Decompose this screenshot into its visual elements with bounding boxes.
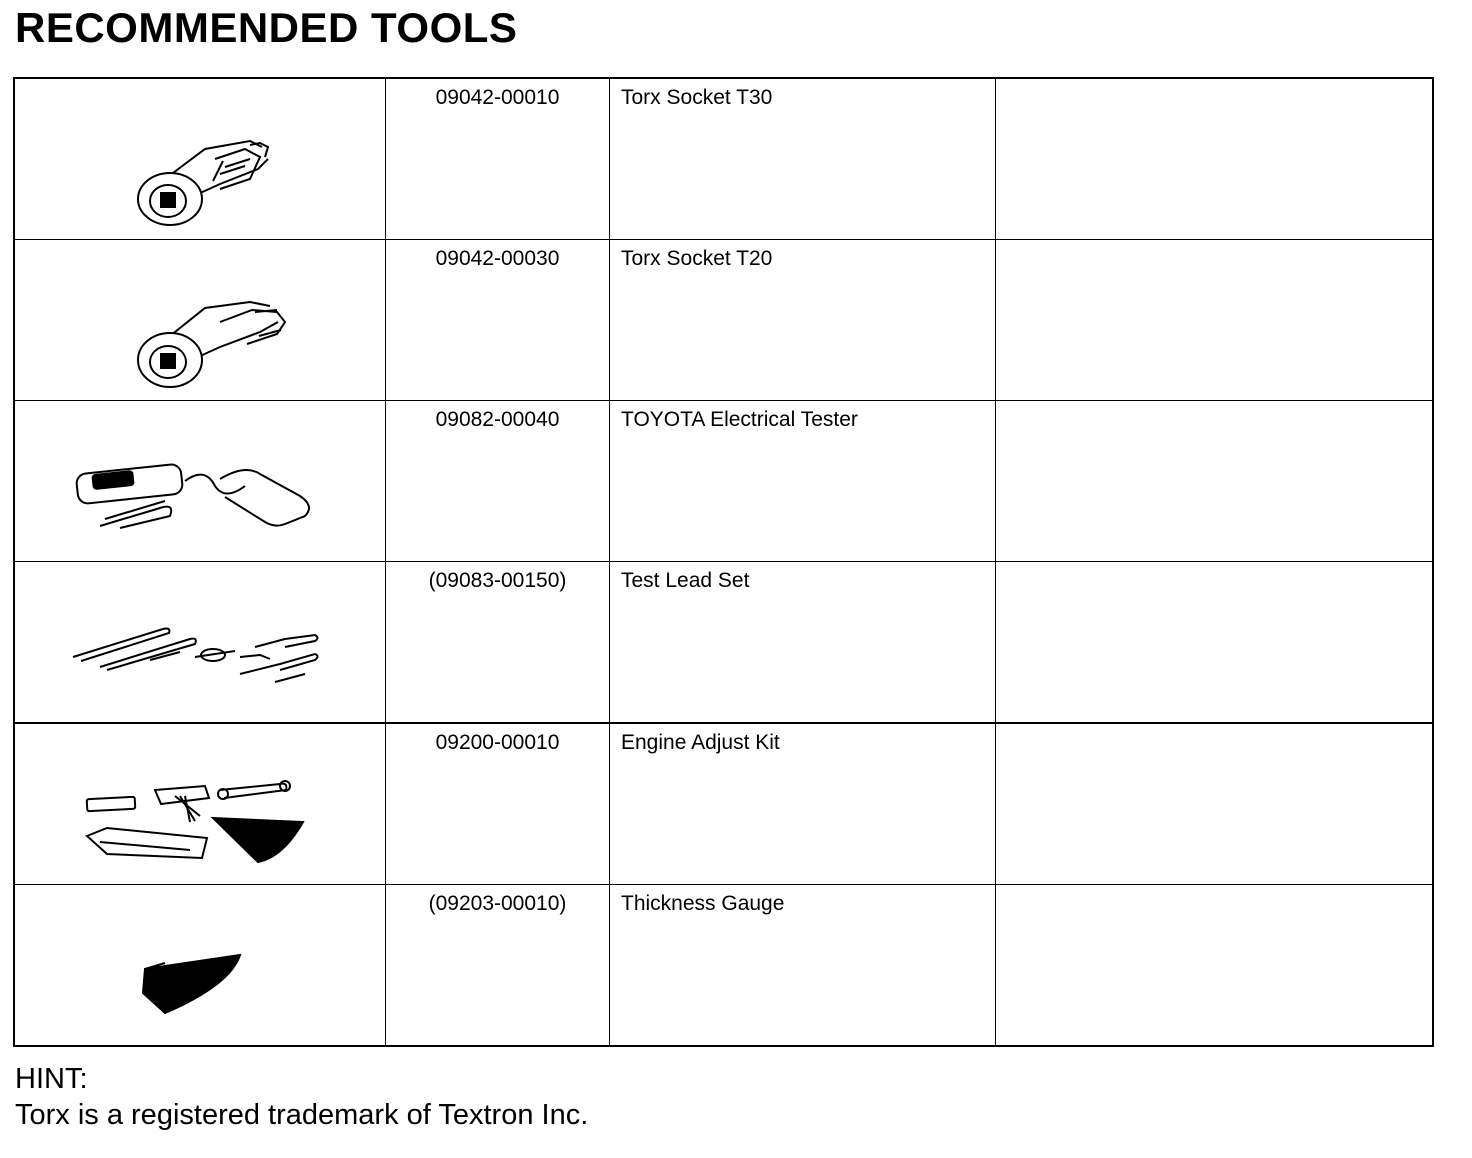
part-number: 09042-00010: [435, 86, 560, 109]
tool-illustration-cell: [14, 401, 386, 562]
tool-name-cell: [610, 401, 996, 562]
tool-illustration-cell: [14, 562, 386, 724]
hint-text: Torx is a registered trademark of Textron Inc.: [15, 1099, 589, 1131]
empty-cell: [996, 240, 1434, 401]
table-row: [14, 562, 1433, 724]
table-row: [14, 78, 1433, 240]
table-row: [14, 401, 1433, 562]
test-lead-set-icon: [15, 562, 385, 722]
empty-cell: [996, 723, 1434, 885]
electrical-tester-icon: [15, 401, 385, 561]
thickness-gauge-icon: [15, 885, 385, 1045]
page-title: RECOMMENDED TOOLS: [15, 4, 518, 51]
tool-illustration-cell: [14, 240, 386, 401]
part-number-cell: [386, 401, 610, 562]
tool-name-cell: [610, 723, 996, 885]
tool-name-cell: [610, 562, 996, 724]
part-number-cell: [386, 885, 610, 1047]
tool-name-cell: [610, 78, 996, 240]
empty-cell: [996, 78, 1434, 240]
recommended-tools-table: [13, 77, 1434, 1047]
table-row: [14, 885, 1433, 1047]
tool-name: Engine Adjust Kit: [621, 731, 780, 754]
tool-name-cell: [610, 885, 996, 1047]
empty-cell: [996, 401, 1434, 562]
tool-illustration-cell: [14, 885, 386, 1047]
empty-cell: [996, 562, 1434, 724]
part-number-cell: [386, 78, 610, 240]
part-number-cell: [386, 723, 610, 885]
tool-illustration-cell: [14, 723, 386, 885]
tool-name: Torx Socket T30: [621, 86, 773, 109]
tool-name: Torx Socket T20: [621, 247, 773, 270]
part-number: 09082-00040: [435, 408, 560, 431]
tool-illustration-cell: [14, 78, 386, 240]
torx-socket-icon: [15, 79, 385, 239]
tool-name: Test Lead Set: [621, 569, 750, 592]
tool-name-cell: [610, 240, 996, 401]
part-number-cell: [386, 240, 610, 401]
table-row: [14, 723, 1433, 885]
part-number: 09200-00010: [435, 731, 560, 754]
hint-label: HINT:: [15, 1063, 88, 1095]
engine-adjust-kit-icon: [15, 724, 385, 884]
hint-note: [15, 1061, 588, 1133]
tool-name: TOYOTA Electrical Tester: [621, 408, 858, 431]
table-row: [14, 240, 1433, 401]
tool-name: Thickness Gauge: [621, 892, 785, 915]
part-number: (09083-00150): [428, 569, 567, 592]
empty-cell: [996, 885, 1434, 1047]
torx-socket-icon: [15, 240, 385, 400]
part-number: 09042-00030: [435, 247, 560, 270]
part-number-cell: [386, 562, 610, 724]
part-number: (09203-00010): [428, 892, 567, 915]
